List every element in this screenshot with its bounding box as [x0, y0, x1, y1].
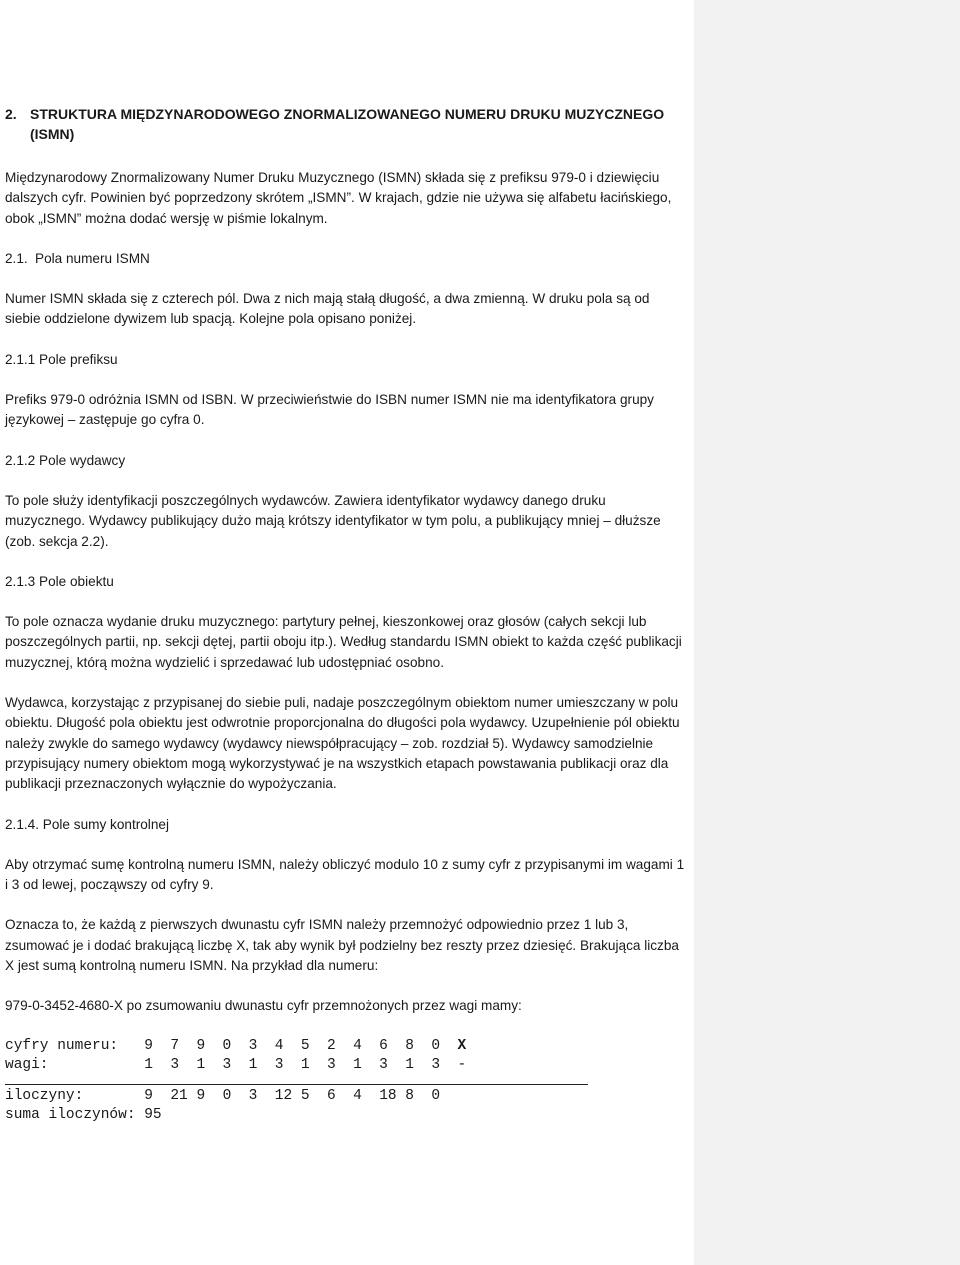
section-2-1-4-paragraph-1: Aby otrzymać sumę kontrolną numeru ISMN, należy obliczyć modulo 10 z sumy cyfr z przypisanymi im wagami 1 i 3 od lewej, począwszy od cyfry 9.	[5, 856, 685, 893]
intro-paragraph: Międzynarodowy Znormalizowany Numer Druku Muzycznego (ISMN) składa się z prefiksu 979-0 i dziewięciu dalszych cyfr. Powinien być poprzedzony skrótem „ISMN”. W krajach, gdzie nie używa się alfabetu łacińskiego, obok „ISMN” można dodać wersję w piśmie lokalnym.	[5, 170, 672, 226]
weights-label: wagi:	[5, 1056, 49, 1073]
section-2-1-heading	[5, 249, 685, 269]
document-content	[5, 104, 685, 1125]
sum-value: 95	[144, 1106, 162, 1123]
products-row	[5, 1088, 440, 1104]
section-2-1-paragraph: Numer ISMN składa się z czterech pól. Dwa z nich mają stałą długość, a dwa zmienną. W druku pola są od siebie oddzielone dywizem lub spacją. Kolejne pola opisano poniżej.	[5, 291, 650, 327]
section-2-1-3-paragraph-1: To pole oznacza wydanie druku muzycznego: partytury pełnej, kieszonkowej oraz głosów (całych sekcji lub poszczególnych partii, np. sekcji dętej, partii oboju itp.). Według standardu ISMN obiekt to każda część publikacji muzycznej, którą można wydzielić i sprzedawać lub udostępniać osobno.	[5, 614, 682, 670]
digits-label: cyfry numeru:	[5, 1037, 119, 1054]
chapter-number: 2.	[5, 106, 17, 122]
section-2-1-4-paragraph-2: Oznacza to, że każdą z pierwszych dwunastu cyfr ISMN należy przemnożyć odpowiednio przez 1 lub 3, zsumować je i dodać brakującą liczbę X, tak aby wynik był podzielny bez reszty przez dziesięć. Brakująca liczba X jest sumą kontrolną numeru ISMN. Na przykład dla numeru:	[5, 917, 679, 974]
weights-row	[5, 1057, 466, 1073]
section-2-1-3-paragraph-2: Wydawca, korzystając z przypisanej do siebie puli, nadaje poszczególnym obiektom numer umieszczany w polu obiektu. Długość pola obiektu jest odwrotnie proporcjonalna do długości pola wydawcy. Uzupełnienie pól obiektu należy zwykle do samego wydawcy (wydawcy niewspółpracujący – zob. rozdział 5). Wydawcy samodzielnie przypisujący numery obiektom mogą wykorzystywać je na wszystkich etapach powstawania publikacji oraz dla publikacji przeznaczonych wyłącznie do wypożyczania.	[5, 695, 680, 792]
section-2-1-4-paragraph-3: 979-0-3452-4680-X po zsumowaniu dwunastu cyfr przemnożonych przez wagi mamy:	[5, 998, 522, 1014]
section-2-1-2-heading: 2.1.2 Pole wydawcy	[5, 452, 126, 468]
products-label: iloczyny:	[5, 1087, 84, 1104]
digits-row	[5, 1038, 466, 1054]
chapter-heading	[5, 104, 685, 144]
section-2-1-1-heading: 2.1.1 Pole prefiksu	[5, 351, 118, 367]
section-2-1-number: 2.1.	[5, 250, 28, 266]
chapter-title: STRUKTURA MIĘDZYNARODOWEGO ZNORMALIZOWANEGO NUMERU DRUKU MUZYCZNEGO (ISMN)	[30, 106, 665, 142]
calculation-divider	[5, 1075, 588, 1085]
section-2-1-3-heading: 2.1.3 Pole obiektu	[5, 573, 114, 589]
comment-margin-pane	[694, 0, 960, 1265]
section-2-1-1-paragraph: Prefiks 979-0 odróżnia ISMN od ISBN. W przeciwieństwie do ISBN numer ISMN nie ma identyfikatora grupy językowej – zastępuje go cyfra 0.	[5, 392, 654, 428]
weights-values: 1 3 1 3 1 3 1 3 1 3 1 3 -	[144, 1056, 467, 1073]
digits-values: 9 7 9 0 3 4 5 2 4 6 8 0	[144, 1037, 441, 1054]
section-2-1-2-paragraph: To pole służy identyfikacji poszczególnych wydawców. Zawiera identyfikator wydawcy danego druku muzycznego. Wydawcy publikujący dużo mają krótszy identyfikator w tym polu, a publikujący mniej – dłuższe (zob. sekcja 2.2).	[5, 492, 661, 549]
digits-check-x: X	[457, 1037, 467, 1054]
products-values: 9 21 9 0 3 12 5 6 4 18 8 0	[144, 1087, 441, 1104]
sum-label: suma iloczynów:	[5, 1106, 136, 1123]
checksum-calculation	[5, 1037, 685, 1125]
section-2-1-title: Pola numeru ISMN	[35, 250, 150, 266]
sum-row	[5, 1107, 162, 1123]
section-2-1-4-heading: 2.1.4. Pole sumy kontrolnej	[5, 816, 169, 832]
